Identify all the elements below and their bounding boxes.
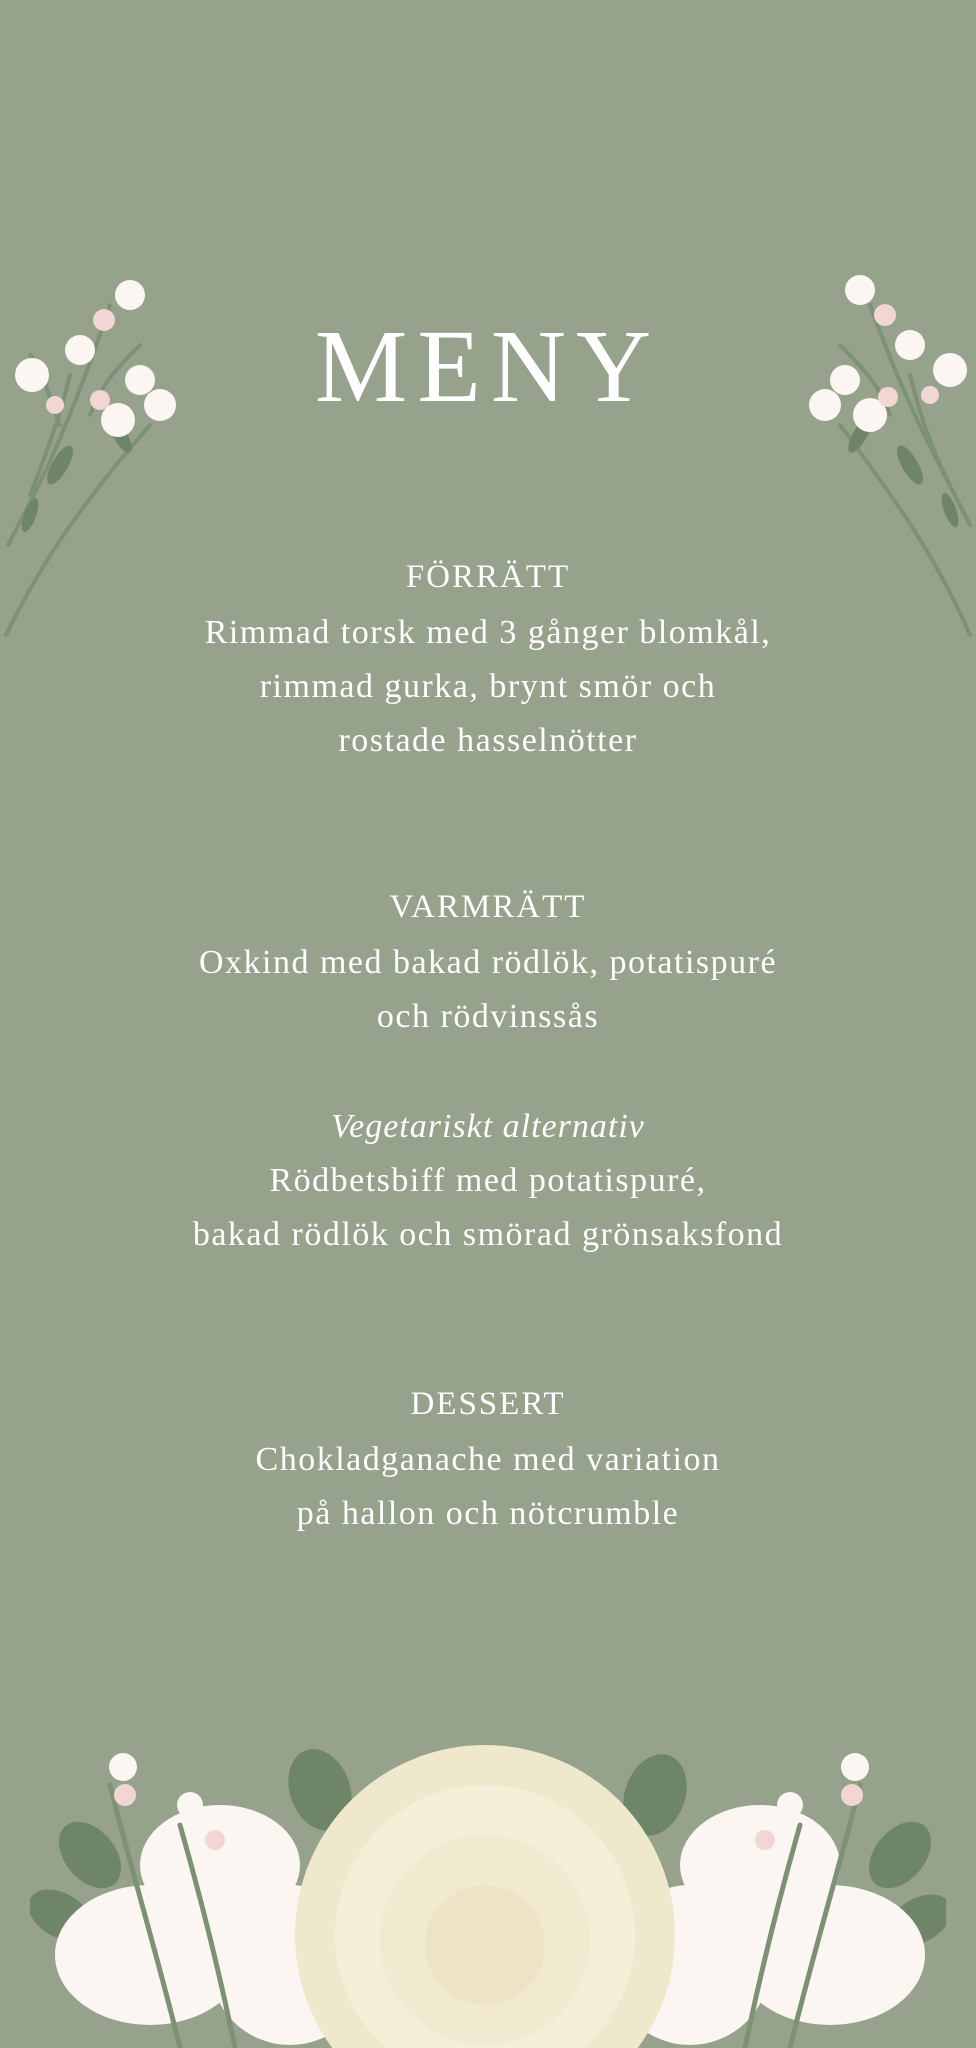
vegetarian-label: Vegetariskt alternativ xyxy=(331,1107,645,1145)
main-course-section xyxy=(0,888,976,1262)
starter-line: rimmad gurka, brynt smör och xyxy=(259,667,717,705)
starter-line: Rimmad torsk med 3 gånger blomkål, xyxy=(204,613,772,651)
main-course-line: och rödvinssås xyxy=(376,997,600,1035)
starter-heading: FÖRRÄTT xyxy=(405,559,571,595)
starter-line: rostade hasselnötter xyxy=(338,721,638,759)
flower-bouquet-icon xyxy=(30,1745,946,2048)
dessert-heading: DESSERT xyxy=(410,1386,566,1422)
menu-title: MENY xyxy=(314,309,662,424)
vegetarian-line: Rödbetsbiff med potatispuré, xyxy=(269,1161,707,1199)
main-course-heading: VARMRÄTT xyxy=(389,889,587,925)
dessert-line: på hallon och nötcrumble xyxy=(296,1494,680,1532)
vegetarian-line: bakad rödlök och smörad grönsaksfond xyxy=(192,1215,784,1253)
dessert-section xyxy=(0,1385,976,1541)
main-course-line: Oxkind med bakad rödlök, potatispuré xyxy=(198,943,778,981)
starter-section xyxy=(0,558,976,768)
dessert-line: Chokladganache med variation xyxy=(255,1440,721,1478)
